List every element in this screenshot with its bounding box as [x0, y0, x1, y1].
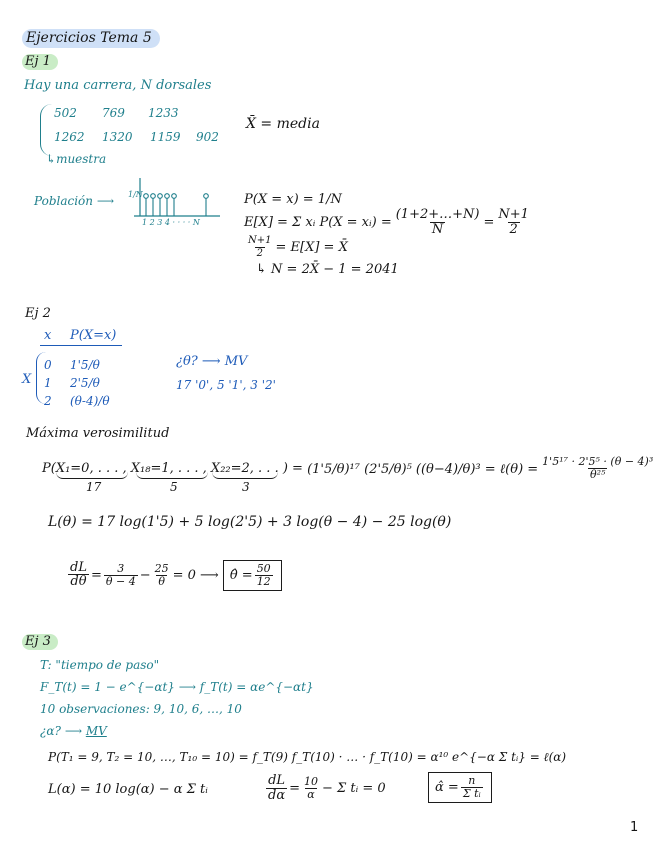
ej2-table-header: x P(X=x) [44, 328, 117, 343]
plot-axis-top: 1/N [128, 190, 143, 199]
ej3-cdf-pdf: F_T(t) = 1 − e^{−αt} ⟶ f_T(t) = αe^{−αt} [40, 680, 314, 694]
ej2-observations: 17 '0', 5 '1', 3 '2' [176, 378, 276, 392]
underbrace-5 [136, 472, 208, 479]
arrow-icon: ⟶ [195, 568, 223, 584]
ej1-eq4: ↳ N = 2X̄ − 1 = 2041 [256, 262, 399, 277]
ej2-loglik: L(θ) = 17 log(1'5) + 5 log(2'5) + 3 log(θ − 4) − 25 log(θ) [48, 514, 452, 530]
ej2-result-box: θ̂ = $\frac{50}{12}$ [223, 560, 282, 591]
sample-row-2: 1262 1320 1159 902 [54, 130, 219, 144]
ej2-heading: Ej 2 [25, 306, 51, 321]
ej1-heading: Ej 1 [22, 54, 58, 69]
plot-axis-ticks: 1 2 3 4 · · · · N [142, 218, 200, 227]
sample-brace [40, 104, 53, 156]
sample-label: ↳muestra [46, 152, 107, 166]
count-17: 17 [86, 480, 102, 494]
mean-label: X̄ = media [246, 116, 320, 132]
arrow-icon: ⟶ [96, 194, 115, 208]
ej3-def: T: "tiempo de paso" [40, 658, 160, 672]
ej2-table-rows [44, 356, 110, 410]
ej3-question: ¿α? ⟶ MV [40, 724, 107, 738]
ej3-obs: 10 observaciones: 9, 10, 6, …, 10 [40, 702, 242, 716]
ej2-var-label: X [22, 372, 32, 387]
ej3-heading: Ej 3 [22, 634, 58, 649]
underbrace-17 [56, 472, 128, 479]
sample-row-1: 502 769 1233 [54, 106, 179, 120]
ej3-derivative: $\frac{dL}{d\alpha}$ = $\frac{10}{\alpha}$ − Σ tᵢ = 0 [268, 773, 386, 803]
page-number: 1 [630, 820, 639, 835]
page-title: Ejercicios Tema 5 [22, 30, 160, 46]
underbrace-3 [212, 472, 278, 479]
count-5: 5 [170, 480, 178, 494]
table-row: 2 (θ-4)/θ [44, 394, 110, 408]
arrow-icon: ⟶ [64, 724, 83, 738]
ej2-question: ¿θ? ⟶ MV [176, 354, 248, 369]
count-3: 3 [242, 480, 250, 494]
ej1-eq1: P(X = x) = 1/N [244, 192, 342, 207]
mv-heading: Máxima verosimilitud [26, 426, 170, 441]
arrow-icon: ⟶ [201, 354, 221, 369]
ej1-eq2: E[X] = Σ xᵢ P(X = xᵢ) = $\frac{(1+2+\dots+N)}{N}$ = $\frac{N+1}{2}$ [244, 207, 529, 237]
arrow-icon: ↳ [256, 262, 272, 277]
arrow-icon: ⟶ [178, 680, 196, 694]
table-row: 0 1'5/θ [44, 358, 100, 372]
ej1-intro: Hay una carrera, N dorsales [24, 78, 212, 93]
table-row: 1 2'5/θ [44, 376, 100, 390]
ej2-likelihood: P(X₁=0, . . . , X₁₈=1, . . . , X₂₂=2, . . . ) = (1'5/θ)¹⁷ (2'5/θ)⁵ ((θ−4)/θ)³ = ℓ(θ) = $\frac{\text{1'5¹⁷ · 2'5⁵ · (θ − 4)³}}{\text{θ²⁵}}$ [42, 455, 654, 481]
population-label: Población ⟶ [34, 194, 115, 208]
ej2-table-rule [40, 345, 122, 346]
ej3-loglik: L(α) = 10 log(α) − α Σ tᵢ [48, 782, 208, 797]
arrow-icon: ↳ [46, 152, 57, 166]
ej2-derivative: $\frac{dL}{d\theta}$ = $\frac{3}{\theta - 4}$ − $\frac{25}{\theta}$ = 0 ⟶ θ̂ = $\frac{50}{12}$ [66, 560, 282, 591]
ej3-result-box: α̂ = $\frac{n}{\text{Σ tᵢ}}$ [428, 772, 492, 803]
ej1-eq3: $\frac{N+1}{2}$ = E[X] = X̄ [248, 235, 348, 259]
ej3-likelihood: P(T₁ = 9, T₂ = 10, …, T₁₀ = 10) = f_T(9) f_T(10) · … · f_T(10) = α¹⁰ e^{−α Σ tᵢ} = ℓ(α) [48, 750, 567, 764]
